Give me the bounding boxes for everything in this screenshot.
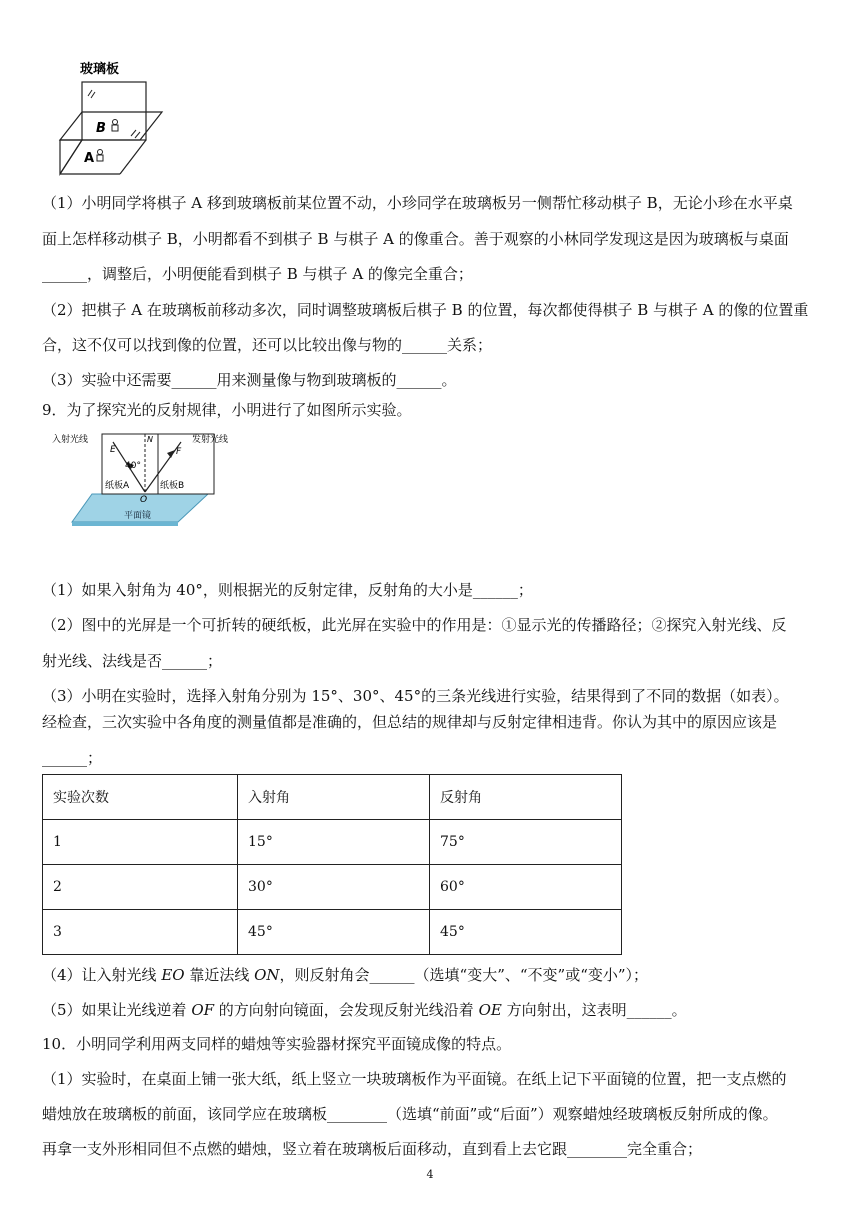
- table-header-cell: 实验次数: [43, 775, 238, 820]
- incident-ray-label: 入射光线: [52, 435, 89, 445]
- q10-line-1: （1）实验时，在桌面上铺一张大纸，纸上竖立一块玻璃板作为平面镜。在纸上记下平面镜的位置，把一支点燃的: [42, 1070, 787, 1088]
- table-cell: 30°: [238, 865, 430, 910]
- q8-line-3: ______，调整后，小明便能看到棋子 B 与棋子 A 的像完全重合；: [42, 265, 473, 283]
- q8-line-2: 面上怎样移动棋子 B，小明都看不到棋子 B 与棋子 A 的像重合。善于观察的小林同学发现这是因为玻璃板与桌面: [42, 230, 789, 248]
- reflection-experiment-figure: [50, 430, 250, 530]
- board-b-label: 纸板B: [160, 481, 185, 491]
- q9-line-3: 射光线、法线是否______；: [42, 652, 223, 670]
- table-header-cell: 反射角: [430, 775, 622, 820]
- reflected-ray-label: 发射光线: [192, 435, 229, 445]
- mirror-label: 平面镜: [124, 511, 152, 521]
- piece-b-label: B: [96, 121, 106, 136]
- table-cell: 15°: [238, 820, 430, 865]
- q8-line-4: （2）把棋子 A 在玻璃板前移动多次，同时调整玻璃板后棋子 B 的位置，每次都使得棋子 B 与棋子 A 的像的位置重: [42, 301, 809, 319]
- q8-line-6: （3）实验中还需要______用来测量像与物到玻璃板的______。: [42, 371, 457, 389]
- table-cell: 75°: [430, 820, 622, 865]
- q9-line-6: ______；: [42, 749, 103, 767]
- table-cell: 1: [43, 820, 238, 865]
- normal-n-label: N: [147, 435, 153, 444]
- point-e-label: E: [110, 445, 116, 455]
- angle-data-table: [42, 774, 622, 955]
- q9-line-1: （1）如果入射角为 40°，则根据光的反射定律，反射角的大小是______；: [42, 581, 533, 599]
- table-cell: 45°: [238, 910, 430, 955]
- glass-board-label: 玻璃板: [80, 62, 120, 77]
- table-cell: 2: [43, 865, 238, 910]
- board-a-label: 纸板A: [105, 481, 130, 491]
- q10-line-2: 蜡烛放在玻璃板的前面，该同学应在玻璃板________（选填“前面”或“后面”）观察蜡烛经玻璃板反射所成的像。: [42, 1105, 778, 1123]
- table-row: [43, 865, 622, 910]
- q8-line-5: 合，这不仅可以找到像的位置，还可以比较出像与物的______关系；: [42, 336, 493, 354]
- q9-line-5: 经检查，三次实验中各角度的测量值都是准确的，但总结的规律却与反射定律相违背。你认为其中的原因应该是: [42, 713, 778, 731]
- q9-line-8: （5）如果让光线逆着 OF 的方向射向镜面，会发现反射光线沿着 OE 方向射出，这表明______。: [42, 1001, 687, 1019]
- q9-title: 9．为了探究光的反射规律，小明进行了如图所示实验。: [42, 401, 412, 419]
- q9-line-2: （2）图中的光屏是一个可折转的硬纸板，此光屏在实验中的作用是：①显示光的传播路径；②探究入射光线、反: [42, 616, 787, 634]
- table-header-cell: 入射角: [238, 775, 430, 820]
- q8-line-1: （1）小明同学将棋子 A 移到玻璃板前某位置不动，小珍同学在玻璃板另一侧帮忙移动棋子 B，无论小珍在水平桌: [42, 194, 793, 212]
- point-o-label: O: [140, 495, 148, 505]
- table-cell: 45°: [430, 910, 622, 955]
- q10-line-3: 再拿一支外形相同但不点燃的蜡烛，竖立着在玻璃板后面移动，直到看上去它跟________完全重合；: [42, 1140, 703, 1158]
- table-header-row: [43, 775, 622, 820]
- table-row: [43, 910, 622, 955]
- q10-title: 10．小明同学利用两支同样的蜡烛等实验器材探究平面镜成像的特点。: [42, 1035, 512, 1053]
- table-row: [43, 820, 622, 865]
- q9-line-4: （3）小明在实验时，选择入射角分别为 15°、30°、45°的三条光线进行实验，结果得到了不同的数据（如表）。: [42, 687, 789, 705]
- piece-a-label: A: [84, 151, 95, 166]
- table-cell: 3: [43, 910, 238, 955]
- table-cell: 60°: [430, 865, 622, 910]
- glass-board-figure: [52, 56, 182, 178]
- q9-line-7: （4）让入射光线 EO 靠近法线 ON，则反射角会______（选填“变大”、“不变”或“变小”）；: [42, 966, 649, 984]
- point-f-label: F: [176, 447, 182, 457]
- page-number: 4: [426, 1168, 434, 1181]
- angle-label: 40°: [125, 461, 141, 471]
